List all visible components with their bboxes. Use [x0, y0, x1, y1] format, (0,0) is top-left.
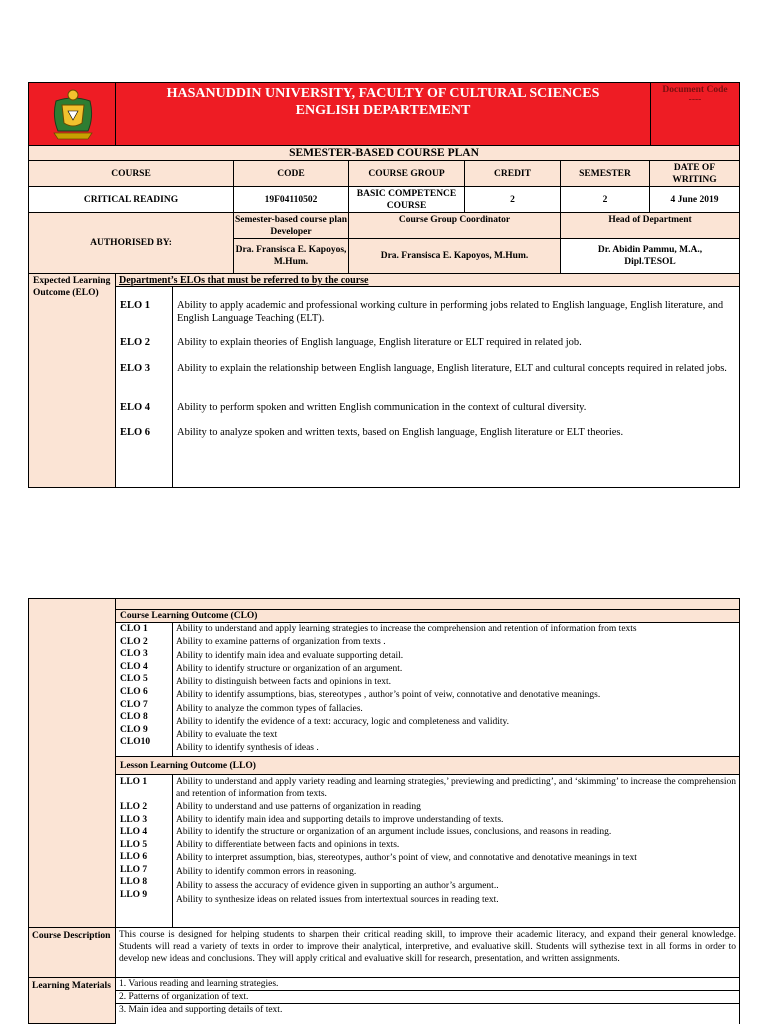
elo-text: Ability to explain the relationship between English language, English literature, ELT and cultural concepts required in related jobs. [177, 363, 727, 374]
document-code-label: Document Code [662, 85, 728, 95]
course-value: CRITICAL READING [28, 186, 234, 213]
clo-code: CLO 6 [120, 687, 148, 697]
llo-code: LLO 3 [120, 814, 148, 825]
credit-value: 2 [464, 186, 561, 213]
llo-code: LLO 5 [120, 839, 148, 850]
semester-value: 2 [560, 186, 650, 213]
course-description-label: Course Description [28, 927, 116, 978]
llo-heading: Lesson Learning Outcome (LLO) [115, 756, 740, 775]
side-column-top [28, 598, 116, 928]
learning-materials-list [115, 977, 740, 1024]
logo-cell [28, 82, 116, 146]
elo-text: Ability to explain theories of English language, English literature or ELT required in related job. [177, 337, 582, 348]
llo-text: Ability to differentiate between facts and opinions in texts. [176, 840, 400, 850]
code-header: CODE [233, 160, 349, 187]
llo-list [120, 776, 735, 916]
clo-code: CLO 8 [120, 712, 148, 723]
llo-code: LLO 6 [120, 852, 148, 862]
course-header: COURSE [28, 160, 234, 187]
document-code-cell [650, 82, 740, 146]
clo-text: Ability to understand and apply learning strategies to increase the comprehension and retention of information from texts [176, 624, 637, 634]
llo-code: LLO 9 [120, 889, 148, 900]
elo-text: Ability to perform spoken and written English communication in the context of cultural diversity. [177, 402, 587, 413]
elo-side-label: Expected Learning Outcome (ELO) [28, 273, 116, 488]
plan-title: SEMESTER-BASED COURSE PLAN [289, 147, 479, 159]
developer-name: Dra. Fransisca E. Kapoyos, M.Hum. [233, 238, 349, 274]
llo-code: LLO 8 [120, 877, 148, 887]
clo-text: Ability to evaluate the text [176, 730, 278, 740]
clo-text: Ability to analyze the common types of fallacies. [176, 704, 363, 714]
clo-code: CLO 1 [120, 624, 148, 634]
head-name: Dr. Abidin Pammu, M.A., Dipl.TESOL [560, 238, 740, 274]
clo-text: Ability to examine patterns of organization from texts . [176, 637, 386, 647]
llo-text: Ability to identify main idea and supporting details to improve understanding of texts. [176, 814, 504, 825]
page-two [0, 590, 768, 1024]
developer-role: Semester-based course plan Developer [233, 212, 349, 239]
llo-text: Ability to synthesize ideas on related issues from intertextual sources in reading text. [176, 895, 499, 905]
llo-text: Ability to interpret assumption, bias, stereotypes, author’s point of view, and connotative and denotative meanings in text [176, 853, 637, 863]
llo-text: Ability to understand and apply variety reading and learning strategies,’ previewing and predicting’, and ‘skimming’ to increase the comprehension and retention of information from texts. [176, 777, 736, 799]
university-crest-icon [48, 87, 98, 143]
elo-heading: Department’s ELOs that must be referred to by the course [119, 275, 369, 286]
elo-text: Ability to analyze spoken and written texts, based on English language, English literature or ELT theories. [177, 427, 624, 438]
elo-code: ELO 4 [120, 402, 151, 413]
clo-text: Ability to identify the evidence of a text: accuracy, logic and completeness and validity. [176, 717, 510, 727]
clo-heading: Course Learning Outcome (CLO) [115, 609, 740, 623]
date-value: 4 June 2019 [649, 186, 740, 213]
clo-text: Ability to identify assumptions, bias, stereotypes , author’s point of veiw, connotative and denotative meanings. [176, 690, 601, 700]
plan-title-bar [28, 146, 740, 161]
learning-material-item: 2. Patterns of organization of text. [116, 991, 739, 1004]
llo-code: LLO 7 [120, 864, 148, 875]
clo-code: CLO 2 [120, 636, 148, 647]
authorised-label: AUTHORISED BY: [28, 212, 234, 274]
elo-text: Ability to apply academic and professional working culture in performing jobs related to English language, English literature, and English Language Teaching (ELT). [177, 300, 724, 324]
elo-code-column [115, 286, 173, 488]
elo-code: ELO 6 [120, 427, 151, 438]
document-code-value: ---- [688, 95, 702, 105]
llo-code: LLO 2 [120, 802, 148, 812]
clo-code: CLO 5 [120, 674, 148, 685]
learning-material-item: 3. Main idea and supporting details of text. [119, 1005, 283, 1015]
date-header: DATE OF WRITING [649, 160, 740, 187]
course-description-text: This course is designed for helping students to sharpen their critical reading skill, to improve their academic literacy, and expand their general knowledge. Students will read a variety of texts in order to improve their analytical, interpretive, and evaluative skill. Students will sythezise text in all forms in order to develop new ideas and conclusions. They will apply critical and evaluative skill for research, presentation, and written assignments. [115, 927, 740, 978]
clo-code: CLO10 [120, 737, 151, 748]
university-title: HASANUDDIN UNIVERSITY, FACULTY OF CULTURAL SCIENCES [166, 86, 600, 101]
coordinator-name: Dra. Fransisca E. Kapoyos, M.Hum. [348, 238, 561, 274]
clo-code: CLO 4 [120, 661, 148, 672]
llo-text: Ability to assess the accuracy of evidence given in supporting an author’s argument.. [176, 881, 499, 891]
clo-text: Ability to identify structure or organization of an argument. [176, 664, 403, 674]
clo-code: CLO 3 [120, 649, 148, 660]
llo-code: LLO 1 [120, 777, 148, 787]
clo-text: Ability to identify main idea and evaluate supporting detail. [176, 651, 404, 661]
coordinator-role: Course Group Coordinator [348, 212, 561, 239]
learning-material-item: 1. Various reading and learning strategies. [116, 978, 739, 991]
department-title: ENGLISH DEPARTEMENT [295, 103, 471, 118]
code-value: 19F04110502 [233, 186, 349, 213]
learning-materials-label: Learning Materials [28, 977, 116, 1024]
llo-text: Ability to identify common errors in reasoning. [176, 867, 357, 877]
semester-header: SEMESTER [560, 160, 650, 187]
clo-code: CLO 9 [120, 724, 148, 735]
title-cell [115, 82, 651, 146]
clo-text: Ability to identify synthesis of ideas . [176, 743, 319, 753]
credit-header: CREDIT [464, 160, 561, 187]
course-group-value: BASIC COMPETENCE COURSE [348, 186, 465, 213]
llo-text: Ability to understand and use patterns of organization in reading [176, 802, 421, 812]
clo-code: CLO 7 [120, 699, 148, 710]
page-one [0, 0, 768, 500]
course-group-header: COURSE GROUP [348, 160, 465, 187]
elo-heading-cell [115, 273, 740, 287]
elo-code: ELO 3 [120, 363, 151, 374]
head-role: Head of Department [560, 212, 740, 239]
clo-list [120, 623, 735, 755]
clo-text: Ability to distinguish between facts and opinions in text. [176, 677, 392, 687]
llo-code: LLO 4 [120, 827, 148, 837]
elo-code: ELO 2 [120, 337, 151, 348]
llo-text: Ability to identify the structure or organization of an argument include issues, conclusions, and reasons in reading. [176, 827, 612, 837]
elo-code: ELO 1 [120, 300, 151, 311]
